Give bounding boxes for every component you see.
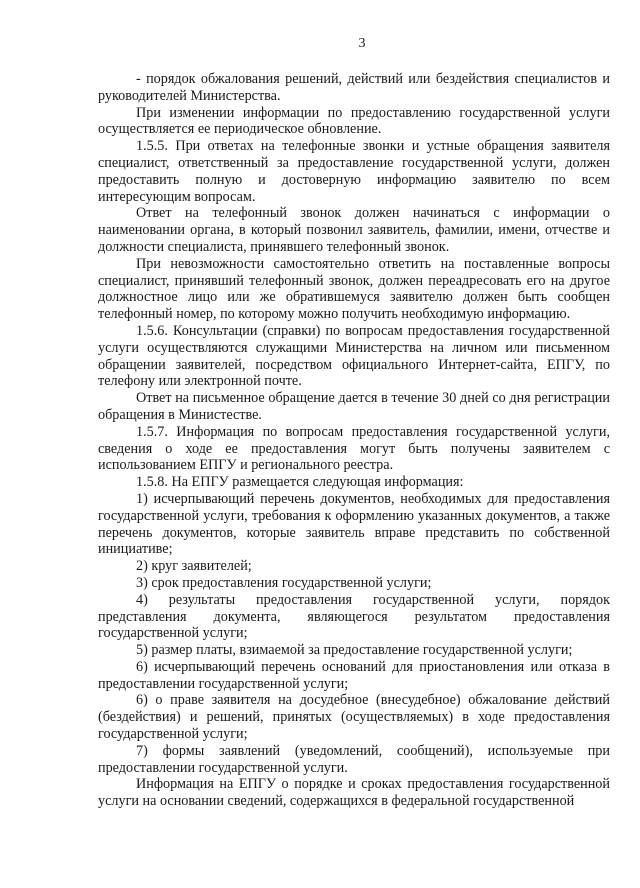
list-item-7: 7) формы заявлений (уведомлений, сообщений), используемые при предоставлении государственной услуги. [98, 742, 610, 776]
paragraph-1-5-8: 1.5.8. На ЕПГУ размещается следующая информация: [136, 474, 464, 491]
list-item-3: 3) срок предоставления государственной услуги; [136, 574, 432, 591]
paragraph-redirect-call: При невозможности самостоятельно ответить на поставленные вопросы специалист, принявший телефонный звонок, должен переадресовать его на другое должностное лицо или же обратившемуся заявителю должен быть сообщен телефонный номер, по которому можно получить необходимую информацию. [98, 255, 610, 323]
paragraph-1-5-7: 1.5.7. Информация по вопросам предоставления государственной услуги, сведения о ходе ее предоставления могут быть получены заявителем с использованием ЕПГУ и регионального реестра. [98, 423, 610, 474]
list-item-2: 2) круг заявителей; [136, 558, 252, 575]
list-item-1: 1) исчерпывающий перечень документов, необходимых для предоставления государственной услуги, требования к оформлению указанных документов, а также перечень документов, которые заявитель вправе представить по собственной инициативе; [98, 490, 610, 558]
paragraph-info-update: При изменении информации по предоставлению государственной услуги осуществляется ее периодическое обновление. [98, 104, 610, 138]
paragraph-1-5-6: 1.5.6. Консультации (справки) по вопросам предоставления государственной услуги осуществляются служащими Министерства на личном или письменном обращении заявителей, посредством официального Интернет-сайта, ЕПГУ, по телефону или электронной почте. [98, 322, 610, 390]
list-item-5: 5) размер платы, взимаемой за предоставление государственной услуги; [136, 642, 573, 659]
paragraph-phone-answer: Ответ на телефонный звонок должен начинаться с информации о наименовании органа, в который позвонил заявитель, фамилии, имени, отчестве и должности специалиста, принявшего телефонный звонок. [98, 205, 610, 255]
list-item-4: 4) результаты предоставления государственной услуги, порядок представления документа, являющегося результатом предоставления государственной услуги; [98, 591, 610, 642]
paragraph-1-5-5: 1.5.5. При ответах на телефонные звонки и устные обращения заявителя специалист, ответственный за предоставление государственной услуги, должен предоставить полную и достоверную информацию заявителю по всем интересующим вопросам. [98, 138, 610, 205]
list-item-6a: 6) исчерпывающий перечень оснований для приостановления или отказа в предоставлении государственной услуги; [98, 658, 610, 692]
page-number: 3 [358, 36, 366, 51]
paragraph-written-reply: Ответ на письменное обращение дается в течение 30 дней со дня регистрации обращения в Министестве. [98, 390, 610, 423]
paragraph-appeal-procedure: - порядок обжалования решений, действий или бездействия специалистов и руководителей Министерства. [98, 71, 610, 104]
list-item-6b: 6) о праве заявителя на досудебное (внесудебное) обжалование действий (бездействия) и решений, принятых (осуществляемых) в ходе предоставления государственной услуги; [98, 692, 610, 743]
paragraph-epgu-info: Информация на ЕПГУ о порядке и сроках предоставления государственной услуги на основании сведений, содержащихся в федеральной государственной [98, 776, 610, 810]
